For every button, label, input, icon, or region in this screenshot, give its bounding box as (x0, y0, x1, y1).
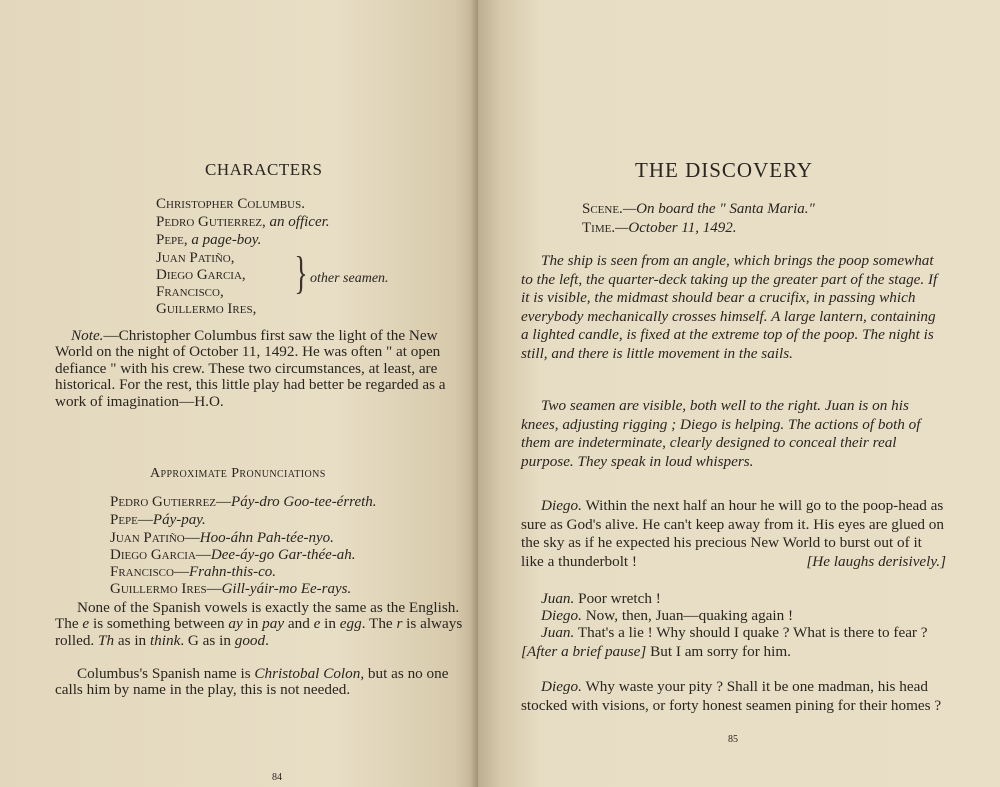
left-page (0, 0, 478, 787)
pronunciation-item: Pepe—Páy-pay. (110, 512, 206, 528)
pronunciation-item: Pedro Gutierrez—Páy-dro Goo-tee-érreth. (110, 494, 377, 510)
scene-line: Scene.—On board the " Santa Maria." (582, 201, 815, 217)
pronunciation-item: Francisco—Frahn-this-co. (110, 564, 277, 580)
play-title: THE DISCOVERY (635, 158, 814, 182)
cast-item: Juan Patiño, (156, 250, 235, 266)
dialogue-line: Diego. Why waste your pity ? Shall it be one madman, his head stocked with visions, or forty honest seamen pining for their homes ? (521, 678, 942, 714)
cast-item: Diego Garcia, (156, 267, 246, 283)
brace-label: other seamen. (310, 271, 389, 286)
pronunciation-item: Diego Garcia—Dee-áy-go Gar-thée-ah. (110, 547, 356, 563)
dialogue-line: Diego. Now, then, Juan—quaking again ! (541, 607, 794, 624)
pronunciation-item: Juan Patiño—Hoo-áhn Pah-tée-nyo. (110, 530, 334, 546)
page-number: 84 (272, 772, 282, 783)
stage-direction-2: Two seamen are visible, both well to the right. Juan is on his knees, adjusting rigging ; Diego is helping. The actions of both of them are indeterminate, clearly designed to conceal their real purpose. They speak in loud whispers. (521, 397, 921, 470)
right-page (478, 0, 1000, 787)
cast-item: Pedro Gutierrez, an officer. (156, 214, 330, 230)
dialogue-line: Juan. Poor wretch ! (541, 590, 661, 607)
cast-item: Guillermo Ires, (156, 301, 257, 317)
pronunciation-item: Guillermo Ires—Gill-yáir-mo Ee-rays. (110, 581, 352, 597)
time-line: Time.—October 11, 1492. (582, 220, 737, 236)
dialogue-line: Juan. That's a lie ! Why should I quake ? What is there to fear ? [After a brief pause] But I am sorry for him. (521, 624, 928, 660)
colon-paragraph: Columbus's Spanish name is Christobal Colon, but as no one calls him by name in the play, this is not needed. (55, 665, 449, 699)
pronunciations-heading: Approximate Pronunciations (150, 466, 326, 481)
cast-item: Christopher Columbus. (156, 196, 305, 212)
note-paragraph: Note.—Christopher Columbus first saw the light of the New World on the night of October 11, 1492. He was often " at open defiance " with his crew. These two circumstances, at least, are historical. For the rest, this little play had better be regarded as a work of imagination—H.O. (55, 327, 446, 410)
page-number: 85 (728, 734, 738, 745)
cast-item: Pepe, a page-boy. (156, 232, 262, 248)
characters-heading: CHARACTERS (205, 160, 323, 179)
brace-mark: } (294, 247, 308, 298)
vowels-paragraph: None of the Spanish vowels is exactly the same as the English. The e is something between ay in pay and e in egg. The r is always rolled. Th as in think. G as in good. (55, 599, 463, 649)
cast-item: Francisco, (156, 284, 224, 300)
dialogue-line: Diego. Within the next half an hour he will go to the poop-head as sure as God's alive. He can't keep away from it. His eyes are glued on the sky as if he expected his precious New World to burst out of it like a thunderbolt ! [He laughs derisively.] (521, 497, 946, 570)
stage-direction-1: The ship is seen from an angle, which brings the poop somewhat to the left, the quarter-deck taking up the greater part of the stage. If it is visible, the midmast should bear a crucifix, in passing which everybody mechanically crosses himself. A large lantern, containing a lighted candle, is fixed at the extreme top of the poop. The night is still, and there is little movement in the sails. (521, 252, 938, 362)
